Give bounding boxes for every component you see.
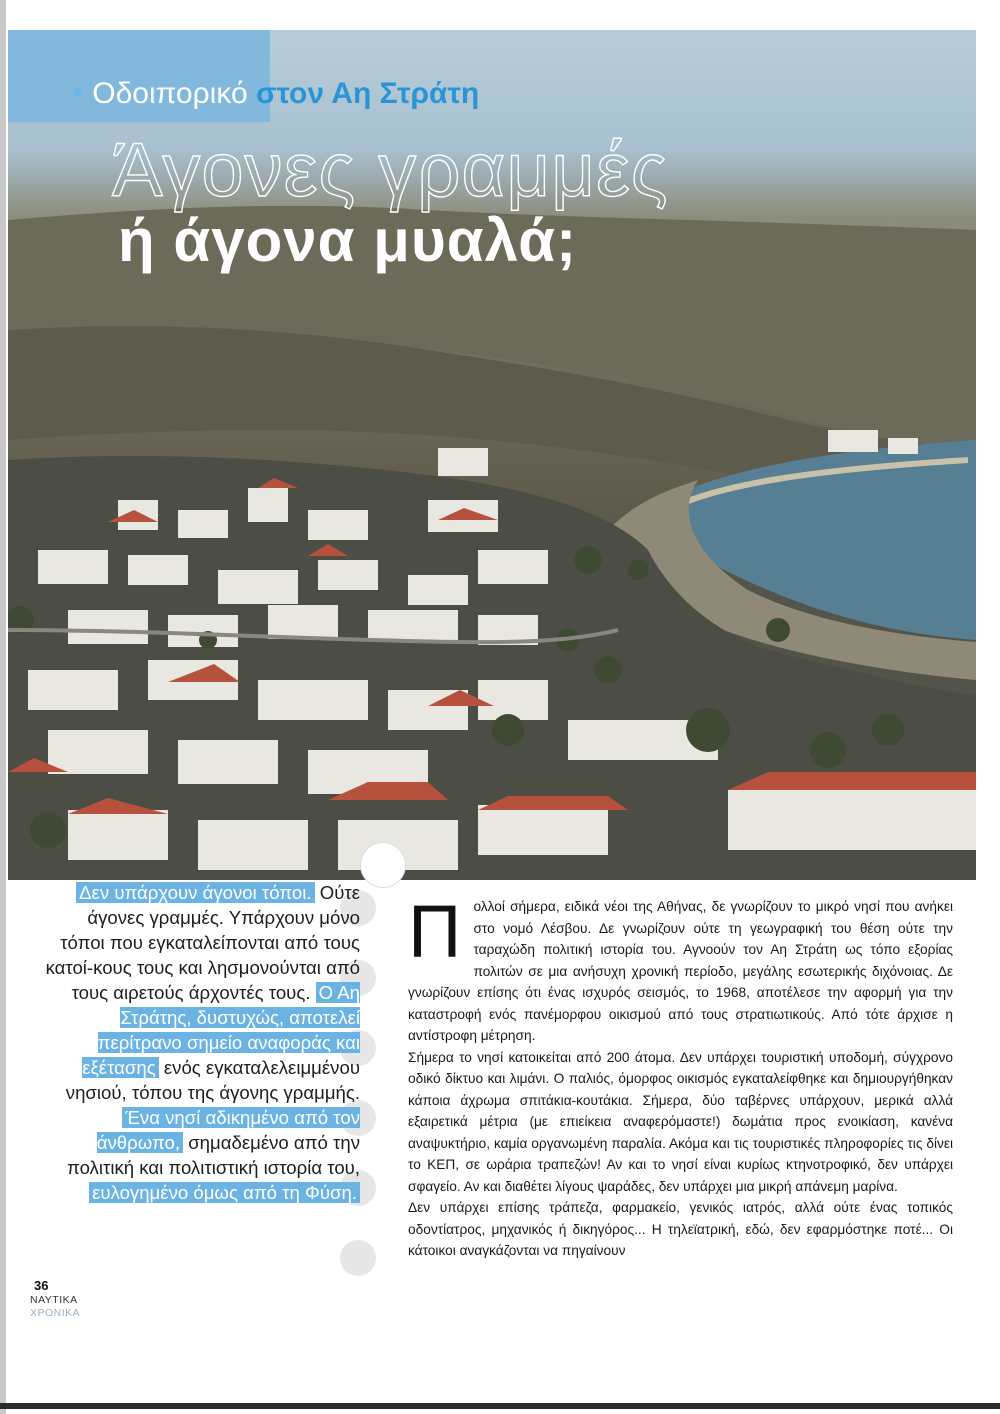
pullquote-highlight: ευλογημένο όμως από τη Φύση. [89,1182,360,1203]
bottom-rule [0,1403,1000,1409]
magazine-name: ΝΑΥΤΙΚΑ [30,1294,78,1306]
pullquote-text: Ούτε άγονες γραμμές. Υπάρχουν μόνο τόποι που εγκαταλείπονται από τους κατοί-κους τους και λησμονούνται από τους αιρετούς άρχοντές τους. [45,882,360,1003]
page-number: 36 [34,1278,49,1293]
pullquote-highlight: Δεν υπάρχουν άγονοι τόποι. [76,882,314,903]
kicker-section: Οδοιπορικό [92,77,248,110]
headline-line1: Άγονες γραμμές [112,128,669,213]
decorative-circle [360,842,406,888]
pullquote-text: σημαδεμένο από την πολιτική και πολιτιστική ιστορία του, [67,1132,360,1178]
kicker-place: στον Αη Στράτη [255,77,480,110]
article-paragraph: Πολλοί σήμερα, ειδικά νέοι της Αθήνας, δε γνωρίζουν το μικρό νησί που ανήκει στο νομό Λέσβου. Δε γνωρίζουν ούτε τη γεωγραφική του θέση ούτε την ταραχώδη πολιτική ιστορία του. Αγνοούν τον Αη Στράτη ως τόπο εξορίας πολιτών σε μια ανήσυχη χρονική περίοδο, μεγάλης εσωτερικής διχόνοιας. Δε γνωρίζουν επίσης ότι ένας ισχυρός σεισμός, το 1968, αποτέλεσε την αφορμή για την καταστροφή ενός πανέμορφου οικισμού από τους στρατιωτικούς. Από τότε άρχισε η αντίστροφη μέτρηση. [408,890,953,1043]
pull-quote [40,880,360,1205]
article-paragraph: Δεν υπάρχει επίσης τράπεζα, φαρμακείο, γενικός ιατρός, αλλά ούτε ένας τοπικός οδοντίατρος, μηχανικός ή δικηγόρος... Η τηλεϊατρική, εδώ, δεν εφαρμόστηκε ποτέ... Οι κάτοικοι αναγκάζονται να πηγαίνουν [408,1200,953,1258]
page-edge [0,0,6,1414]
pullquote-highlight: Ένα νησί αδικημένο από τον άνθρωπο, [96,1107,360,1153]
pullquote-text: ενός εγκαταλελειμμένου νησιού, τόπου της άγονης γραμμής. [65,1057,360,1103]
article-body [408,890,953,1262]
bullet-icon: • [72,73,84,111]
section-kicker [72,72,479,114]
headline-line2: ή άγονα μυαλά; [118,207,578,274]
pullquote-highlight: Ο Αη Στράτης, δυστυχώς, αποτελεί περίτρανο σημείο αναφοράς και εξέτασης [82,982,360,1078]
drop-cap: Π [408,890,462,973]
magazine-name-second-line: ΧΡΟΝΙΚΑ [30,1307,81,1319]
article-paragraph: Σήμερα το νησί κατοικείται από 200 άτομα. Δεν υπάρχει τουριστική υποδομή, σύγχρονο οδικό δίκτυο και λιμάνι. Ο παλιός, όμορφος οικισμός εγκαταλείφθηκε και δημιουργήθηκαν κάποια άχρωμα σπιτάκια-κουτάκια. Σήμερα, δύο ταβέρνες υπάρχουν, μερικά αλλά εξαιρετικά μέτρια (με επιείκεια αναφερόμαστε!) δωμάτια προς ενοικίαση, κανένα αναψυκτήριο, καμία οργανωμένη παραλία. Ακόμα και τις τουριστικές πληροφορίες τις δίνει το ΚΕΠ, σε ωράρια τραπεζών! Αν και το νησί είναι κυρίως κτηνοτροφικό, δεν υπάρχει σφαγείο. Αν και διαθέτει λίγους ψαράδες, δεν υπάρχει μια μικρή απάνεμη μαρίνα. [408,1049,953,1194]
decorative-notch [340,1240,376,1276]
